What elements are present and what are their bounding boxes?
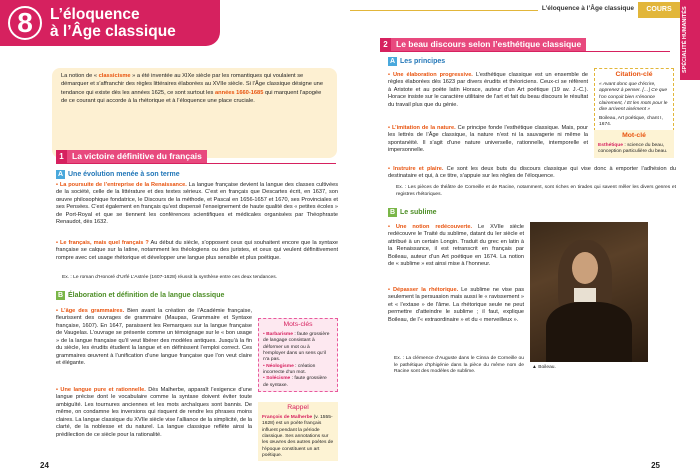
paragraph-langue-pure: • Une langue pure et rationnelle. Dès Malherbe, apparaît l’exigence d’une langue précise dont le vocabulaire comme la syntaxe doivent éviter toute ambiguïté. Les tournures anciennes et les mots archaïques sont bannis. De même, on condamne les inversions qui risquent de rendre les phrases moins claires. La langue classique du XVIIe siècle vise l’alliance de la simplicité, de la clarté, de la noblesse et du naturel. La langue classique reflète ainsi la prédilection de ce siècle pour la rationalité. [56, 387, 253, 438]
paragraph-quel-francais: • Le français, mais quel français ? Au début du siècle, s’opposent ceux qui souhaitent encore que la syntaxe française se calque sur la latine, notamment les théologiens ou des juristes, et ceux qui veulent définitivement rompre avec cet usage rhétorique et développer une langue plus sensible et plus poétique. [56, 240, 338, 261]
paragraph-depasser: • Dépasser la rhétorique. Le sublime ne vise pas seulement la persuasion mais aussi le « ravissement » et « l’extase » de l’âme. La rhétorique seule ne peut permettre d’atteindre le sublime ; il faut, explique Boileau, de l’« extraordinaire » et du « merveilleux ». [388, 287, 524, 323]
example-theatre: Ex. : Les pièces de théâtre de Corneille et de Racine, notamment, sont riches en tirades qui savent mêler les divers genres et registres rhétoriques. [396, 185, 676, 197]
sublime-heading: B Le sublime [389, 209, 437, 217]
chapter-header [0, 0, 220, 46]
example-astree: Ex. : Le roman d’Honoré d’Urfé L’Astrée (1607-1628) réussit la synthèse entre ces deux tendances. [62, 275, 278, 280]
chapter-number: 8 [8, 6, 42, 40]
paragraph-notion: • Une notion redécouverte. Le XVIIe siècle redécouvre le Traité du sublime, datant du Ier siècle et attribué à un certain Longin. Traduit du grec en latin à la Renaissance, il est retranscrit en français par Boileau, auteur d’un Art poétique en 1674. La notion de « sublime » est ainsi mise à l’honneur. [388, 224, 524, 268]
page-number-right: 25 [651, 461, 660, 471]
subsection-b-heading: B Élaboration et définition de la langue classique [57, 292, 225, 300]
citation-box: Citation-clé « Avant donc que d’écrire, apprenez à penser. […] Ce que l’on conçoit bien s’énonce clairement, / Et les mots pour le dire arrivent aisément » Boileau, Art poétique, chant I, 1674. [594, 68, 674, 131]
keywords-box: Mots-clés • Barbarisme : faute grossière de langage consistant à déformer un mot ou à l’employer dans un sens qu’il n’a pas. • Néologisme : création incorrecte d’un mot. • Solécisme : faute grossière de syntaxe. [258, 318, 338, 392]
running-header [350, 0, 700, 22]
reminder-box: Rappel François de Malherbe (v. 1555-1628) est un poète français influent pendant la période classique. Ses annotations sur les œuvres des autres poètes de l’époque constituent un art poétique. [258, 402, 338, 461]
principles-heading: A Les principes [389, 58, 446, 66]
boileau-portrait [530, 222, 648, 362]
keyword-box: Mot-clé Esthétique : science du beau, conception particulière du beau. [594, 130, 674, 158]
example-cinna: Ex. : La clémence d’Auguste dans le Cinna de Corneille ou le pathétique d’Iphigénie dans la pièce du même nom de Racine sont des modèles de sublime. [394, 356, 524, 375]
header-label: L’éloquence à l’Âge classique [538, 5, 638, 14]
cours-badge: COURS [638, 2, 680, 18]
portrait-caption: ▲ Boileau. [532, 365, 556, 370]
paragraph-imitation: • L’imitation de la nature. Ce principe fonde l’esthétique classique. Mais, pour les lettrés de l’Âge classique, la nature n’est ni la sauvagerie ni même la spontanéité. Il s’agit d’une nature universelle, rationnelle, intemporelle et impersonnelle. [388, 125, 588, 154]
paragraph-renaissance: • La poursuite de l’entreprise de la Renaissance. La langue française devient la langue des classes cultivées de la société, celle de la littérature et des textes sérieux. C’est en français que Descartes écrit, en 1637, son œuvre philosophique fondatrice, le Discours de la méthode, et Pascal en 1656-1657 et 1670, ses Provinciales et ses Pensées. C’est également en français qu’est dispensé l’enseignement de haute qualité des « petites écoles » de Port-Royal et que se tiennent les conférences scientifiques et médicales organisées par Théophraste Renaudot, dès 1632. [56, 182, 339, 226]
section-1-heading: 1 La victoire définitive du français [56, 150, 336, 164]
paragraph-elaboration: • Une élaboration progressive. L’esthétique classique est un ensemble de règles élaborées dès 1623 par divers érudits et théoriciens. Ceux-ci se réfèrent à Aristote et au poète latin Horace, auteur d’un Art poétique (19 av. J.-C.). Horace insiste sur le caractère utilitaire de l’art et fait du beau discours le résultat du travail plus que du génie. [388, 72, 589, 108]
right-page [350, 0, 700, 476]
intro-box: La notion de « classicisme » a été inventée au XIXe siècle par les romantiques qui voulaient se démarquer et s’affranchir des règles littéraires élaborées au XVIIe siècle. Si l’Âge classique désigne une tendance qui existe dès les années 1625, ce sont surtout les années 1660-1685 qui marquent l’apogée de ce courant qui accorde à la rhétorique et à l’éloquence une place cruciale. [52, 68, 337, 158]
subsection-a-heading: A Une évolution menée à son terme [57, 171, 180, 179]
page-number-left: 24 [40, 461, 49, 471]
paragraph-instruire: • Instruire et plaire. Ce sont les deux buts du discours classique qui vise donc à emporter l’adhésion du destinataire et qui, à ce titre, s’appuie sur les règles de l’éloquence. [388, 166, 676, 180]
paragraph-grammaires: • L’âge des grammaires. Bien avant la création de l’Académie française, fleurissent des ouvrages de grammaire (Maupas, Grammaire et Syntaxe française, 1607). En 1647, paraissent les Remarques sur la langue française de Vaugelas. L’ouvrage se présente comme un témoignage sur le « bon usage » de la langue française qu’il veut libérer des modèles antiques. Jusqu’à la fin du siècle, les érudits étudient la langue et en définissent l’emploi correct. Ces grammaires œuvrent à l’unification d’une langue française que l’on veut claire et élégante. [56, 308, 252, 367]
chapter-title: L’éloquence à l’Âge classique [50, 6, 176, 40]
section-2-heading: 2 Le beau discours selon l’esthétique classique [380, 38, 670, 52]
specialty-tab: SPÉCIALITÉ HUMANITÉS [680, 0, 700, 80]
